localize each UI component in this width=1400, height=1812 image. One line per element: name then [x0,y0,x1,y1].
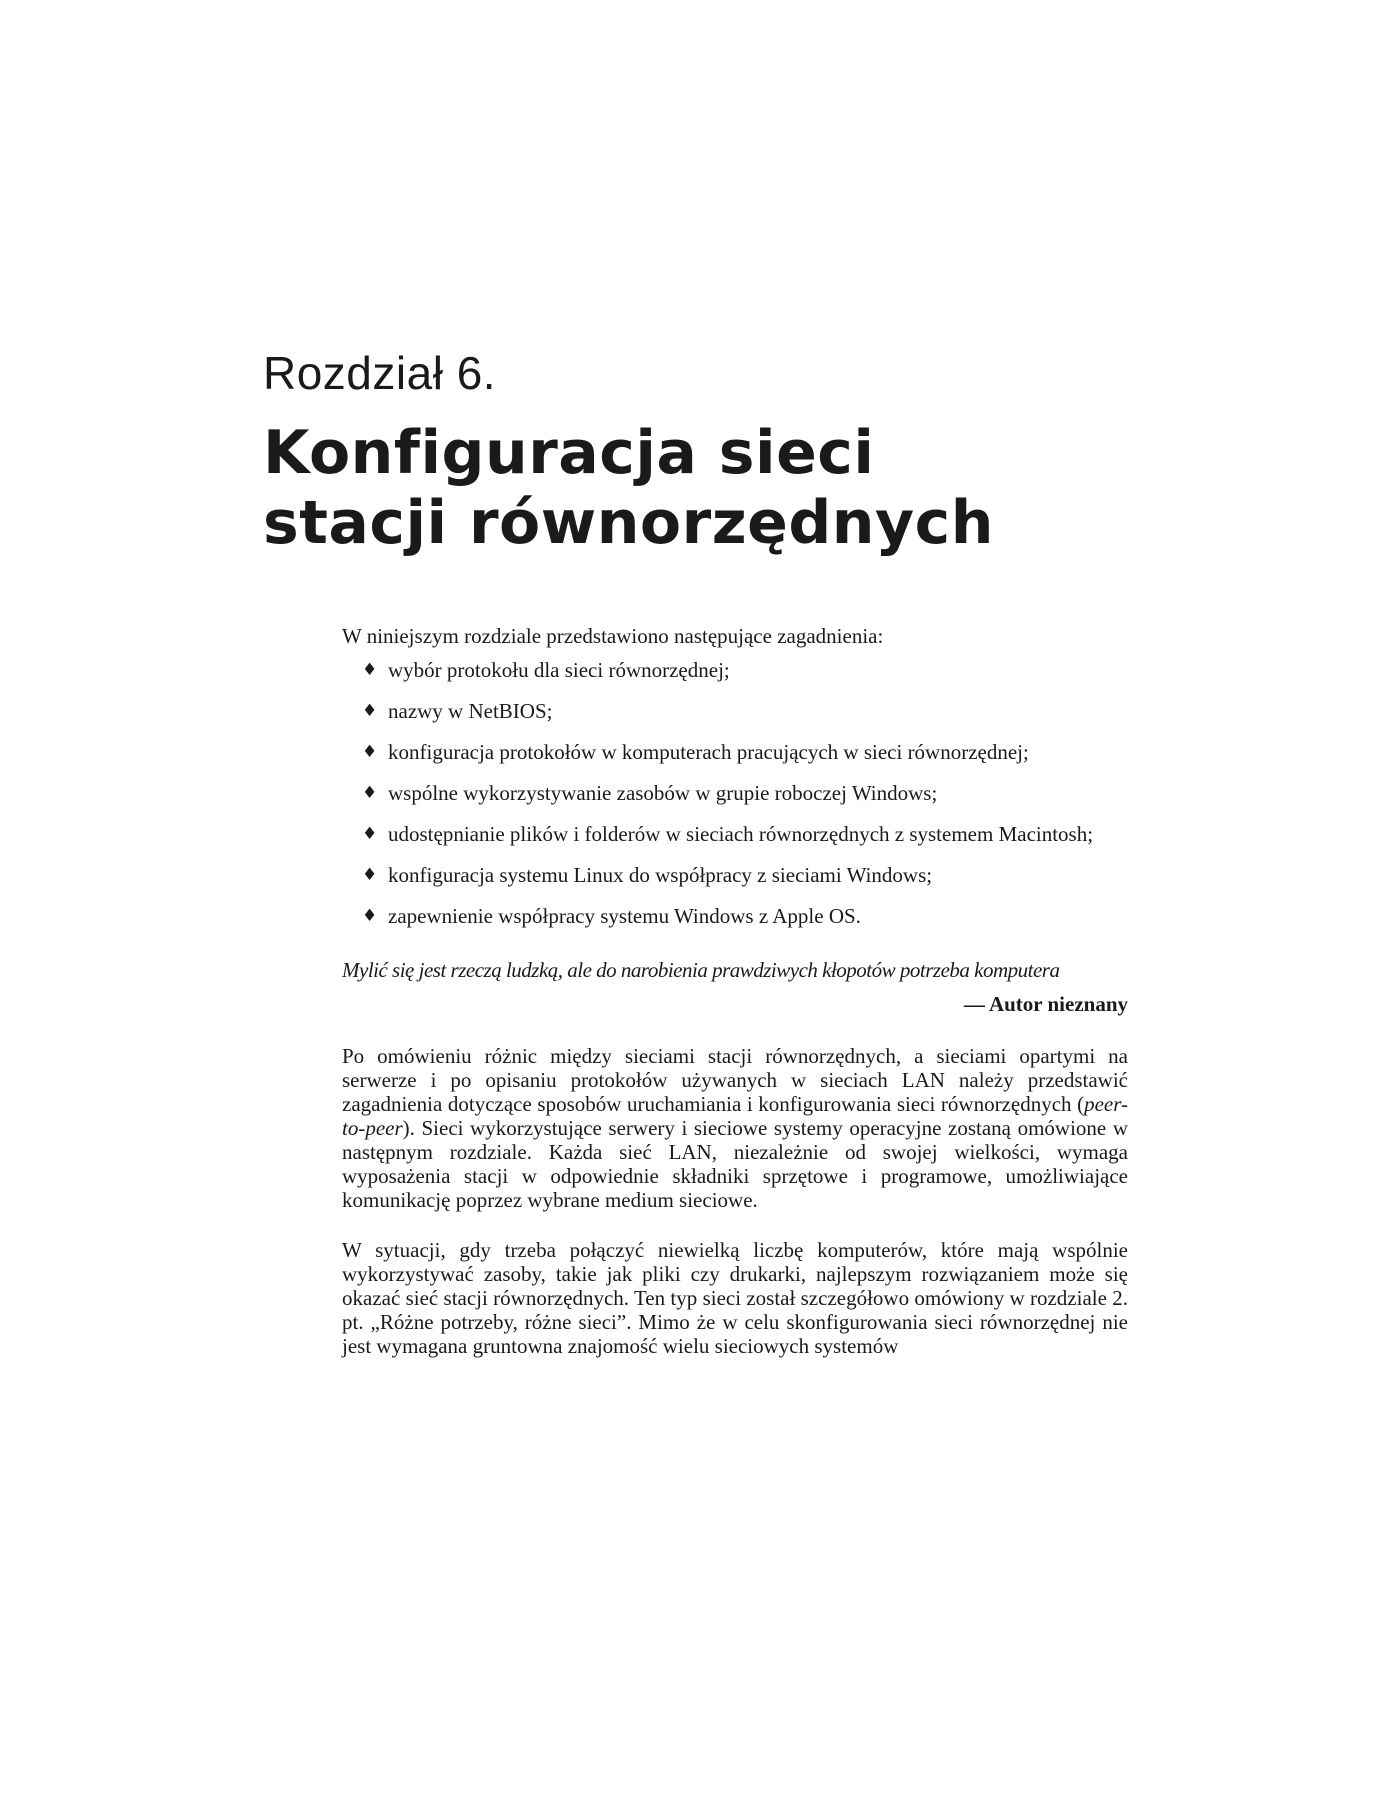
list-item [362,781,1128,805]
diamond-bullet-icon: ♦ [362,865,378,885]
chapter-title [263,418,1163,558]
chapter-title-line-2: stacji równorzędnych [263,488,994,558]
epigraph-quote: Mylić się jest rzeczą ludzką, ale do narobienia prawdziwych kłopotów potrzeba komputera [342,958,1060,982]
diamond-bullet-icon: ♦ [362,906,378,926]
diamond-bullet-icon: ♦ [362,742,378,762]
diamond-bullet-icon: ♦ [362,783,378,803]
list-item-text: konfiguracja protokołów w komputerach pracujących w sieci równorzędnej; [388,740,1029,764]
italic-term: peer-to-peer [342,1092,1128,1140]
topics-intro: W niniejszym rozdziale przedstawiono następujące zagadnienia: [342,624,884,648]
list-item-text: udostępnianie plików i folderów w sieciach równorzędnych z systemem Macintosh; [388,822,1094,846]
diamond-bullet-icon: ♦ [362,701,378,721]
topics-list [342,658,1128,928]
list-item [362,863,1128,887]
body-paragraph-1 [342,1044,1128,1212]
list-item-text: zapewnienie współpracy systemu Windows z Apple OS. [388,904,861,928]
list-item [362,740,1128,764]
list-item-text: konfiguracja systemu Linux do współpracy z sieciami Windows; [388,863,933,887]
diamond-bullet-icon: ♦ [362,824,378,844]
diamond-bullet-icon: ♦ [362,660,378,680]
list-item [362,904,1128,928]
list-item-text: nazwy w NetBIOS; [388,699,553,723]
list-item [362,822,1128,846]
chapter-content [342,624,1128,1358]
list-item-text: wybór protokołu dla sieci równorzędnej; [388,658,730,682]
list-item [362,699,1128,723]
paragraph-text: Po omówieniu różnic między sieciami stacji równorzędnych, a sieciami opartymi na serwerze i po opisaniu protokołów używanych w sieciach LAN należy przedstawić zagadnienia dotyczące sposobów uruchamiania i konfigurowania sieci równorzędnych ( [342,1044,1128,1116]
chapter-label: Rozdział 6. [263,347,497,399]
paragraph-text: ). Sieci wykorzystujące serwery i sieciowe systemy operacyjne zostaną omówione w następnym rozdziale. Każda sieć LAN, niezależnie od swojej wielkości, wymaga wyposażenia stacji w odpowiednie składniki sprzętowe i programowe, umożliwiające komunikację poprzez wybrane medium sieciowe. [342,1116,1128,1212]
body-paragraph-2: W sytuacji, gdy trzeba połączyć niewielką liczbę komputerów, które mają wspólnie wykorzystywać zasoby, takie jak pliki czy drukarki, najlepszym rozwiązaniem może się okazać sieć stacji równorzędnych. Ten typ sieci został szczegółowo omówiony w rozdziale 2. pt. „Różne potrzeby, różne sieci”. Mimo że w celu skonfigurowania sieci równorzędnej nie jest wymagana gruntowna znajomość wielu sieciowych systemów [342,1238,1128,1358]
list-item-text: wspólne wykorzystywanie zasobów w grupie roboczej Windows; [388,781,938,805]
epigraph-author: — Autor nieznany [963,992,1128,1016]
list-item [362,658,1128,682]
chapter-title-line-1: Konfiguracja sieci [263,418,875,488]
